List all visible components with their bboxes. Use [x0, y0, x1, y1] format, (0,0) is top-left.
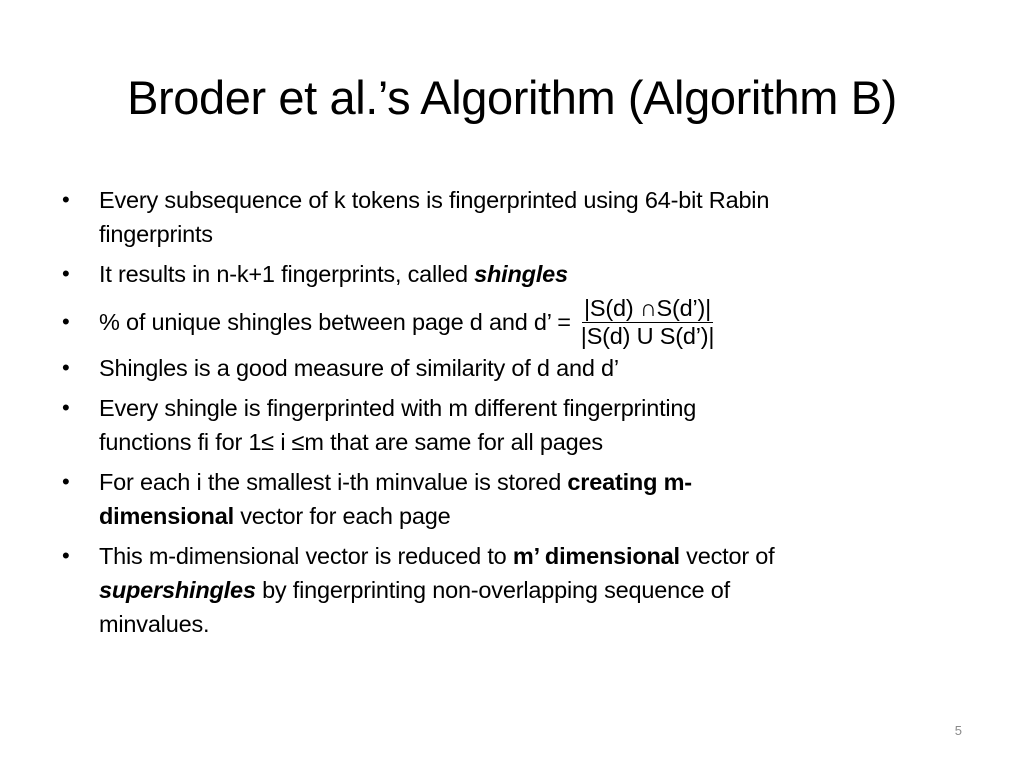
bullet-item: [62, 183, 962, 251]
fraction-numerator: |S(d) ∩S(d’)|: [584, 294, 712, 321]
bullet-icon: •: [62, 355, 70, 380]
bullet-emphasis: shingles: [474, 261, 568, 287]
bullet-item-formula: [62, 293, 962, 351]
bullet-item: [62, 257, 962, 291]
bullet-text: Shingles is a good measure of similarity of d and d’: [99, 355, 619, 381]
bullet-text: by fingerprinting non-overlapping sequence of: [255, 577, 730, 603]
bullet-icon: •: [62, 469, 70, 494]
bullet-text: Every subsequence of k tokens is fingerprinted using 64-bit Rabin: [99, 187, 770, 213]
bullet-item: [62, 351, 962, 385]
bullet-item: [62, 539, 962, 641]
bullet-text: functions fi for 1≤ i ≤m that are same for all pages: [99, 429, 603, 455]
bullet-icon: •: [62, 543, 70, 568]
bullet-item: [62, 391, 962, 459]
bullet-bold: creating m-: [567, 469, 692, 495]
bullet-emphasis: supershingles: [99, 577, 256, 603]
page-number: 5: [954, 723, 962, 738]
bullet-text: fingerprints: [99, 221, 213, 247]
bullet-text: % of unique shingles between page d and d’ =: [99, 309, 571, 335]
bullet-item: [62, 465, 962, 533]
bullet-text: vector of: [679, 543, 775, 569]
bullet-icon: •: [62, 261, 70, 286]
bullet-text: minvalues.: [99, 611, 210, 637]
bullet-icon: •: [62, 309, 70, 334]
bullet-text: Every shingle is fingerprinted with m different fingerprinting: [99, 395, 697, 421]
bullet-text: vector for each page: [233, 503, 451, 529]
jaccard-fraction: [579, 295, 716, 350]
bullet-icon: •: [62, 395, 70, 420]
bullet-list: [62, 183, 962, 647]
bullet-bold: m’ dimensional: [512, 543, 680, 569]
bullet-text: This m-dimensional vector is reduced to: [99, 543, 513, 569]
bullet-text: It results in n-k+1 fingerprints, called: [99, 261, 475, 287]
bullet-bold: dimensional: [99, 503, 234, 529]
bullet-text: For each i the smallest i-th minvalue is stored: [99, 469, 568, 495]
fraction-denominator: |S(d) U S(d’)|: [580, 322, 715, 349]
bullet-icon: •: [62, 187, 70, 212]
slide-title: Broder et al.’s Algorithm (Algorithm B): [127, 71, 897, 124]
